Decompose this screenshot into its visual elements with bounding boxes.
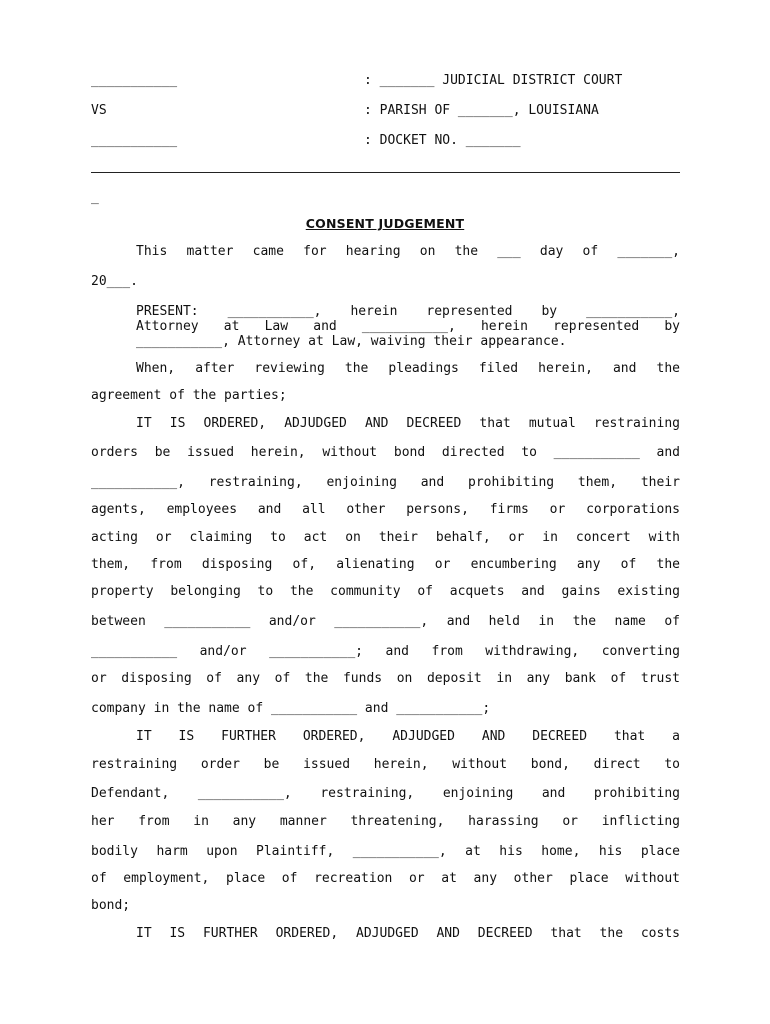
present-line-3: ___________, Attorney at Law, waiving their appearance. [136, 334, 567, 349]
versus-label: VS [91, 103, 107, 118]
paragraph-line: bond; [91, 898, 131, 913]
paragraph-line: acting or claiming to act on their behalf, or in concert with [91, 530, 680, 545]
paragraph-line: them, from disposing of, alienating or encumbering any of the [91, 557, 680, 572]
paragraph-line: agents, employees and all other persons, firms or corporations [91, 502, 680, 517]
court-name: : _______ JUDICIAL DISTRICT COURT [364, 73, 623, 88]
paragraph-line: IT IS ORDERED, ADJUDGED AND DECREED that mutual restraining [136, 416, 680, 431]
hearing-line: This matter came for hearing on the ___ day of _______, [136, 244, 680, 259]
paragraph-line: restraining order be issued herein, without bond, direct to [91, 757, 680, 772]
paragraph-line: ___________, restraining, enjoining and prohibiting them, their [91, 475, 680, 490]
paragraph-line: ___________ and/or ___________; and from withdrawing, converting [91, 644, 680, 659]
parish-line: : PARISH OF _______, LOUISIANA [364, 103, 599, 118]
paragraph-line: orders be issued herein, without bond directed to ___________ and [91, 445, 680, 460]
caption-divider [91, 172, 680, 173]
hearing-year: 20___. [91, 274, 138, 289]
paragraph-line: her from in any manner threatening, harassing or inflicting [91, 814, 680, 829]
paragraph-line: IT IS FURTHER ORDERED, ADJUDGED AND DECREED that a [136, 729, 680, 744]
defendant-blank: ___________ [91, 133, 178, 148]
paragraph-line: of employment, place of recreation or at any other place without [91, 871, 680, 886]
paragraph-line: Defendant, ___________, restraining, enjoining and prohibiting [91, 786, 680, 801]
paragraph-line: When, after reviewing the pleadings filed herein, and the [136, 361, 680, 376]
divider-tail: _ [91, 190, 99, 205]
paragraph-line: company in the name of ___________ and ___________; [91, 701, 491, 716]
plaintiff-blank: ___________ [91, 73, 178, 88]
paragraph-line: or disposing of any of the funds on deposit in any bank of trust [91, 671, 680, 686]
docket-number: : DOCKET NO. _______ [364, 133, 521, 148]
present-line-2: Attorney at Law and ___________, herein represented by [136, 319, 680, 334]
present-line-1: PRESENT: ___________, herein represented by ___________, [136, 304, 680, 319]
paragraph-line: bodily harm upon Plaintiff, ___________, at his home, his place [91, 844, 680, 859]
paragraph-line: IT IS FURTHER ORDERED, ADJUDGED AND DECREED that the costs [136, 926, 680, 941]
paragraph-line: between ___________ and/or ___________, and held in the name of [91, 614, 680, 629]
paragraph-line: property belonging to the community of acquets and gains existing [91, 584, 680, 599]
paragraph-line: agreement of the parties; [91, 388, 287, 403]
document-title: CONSENT JUDGEMENT [305, 216, 465, 231]
